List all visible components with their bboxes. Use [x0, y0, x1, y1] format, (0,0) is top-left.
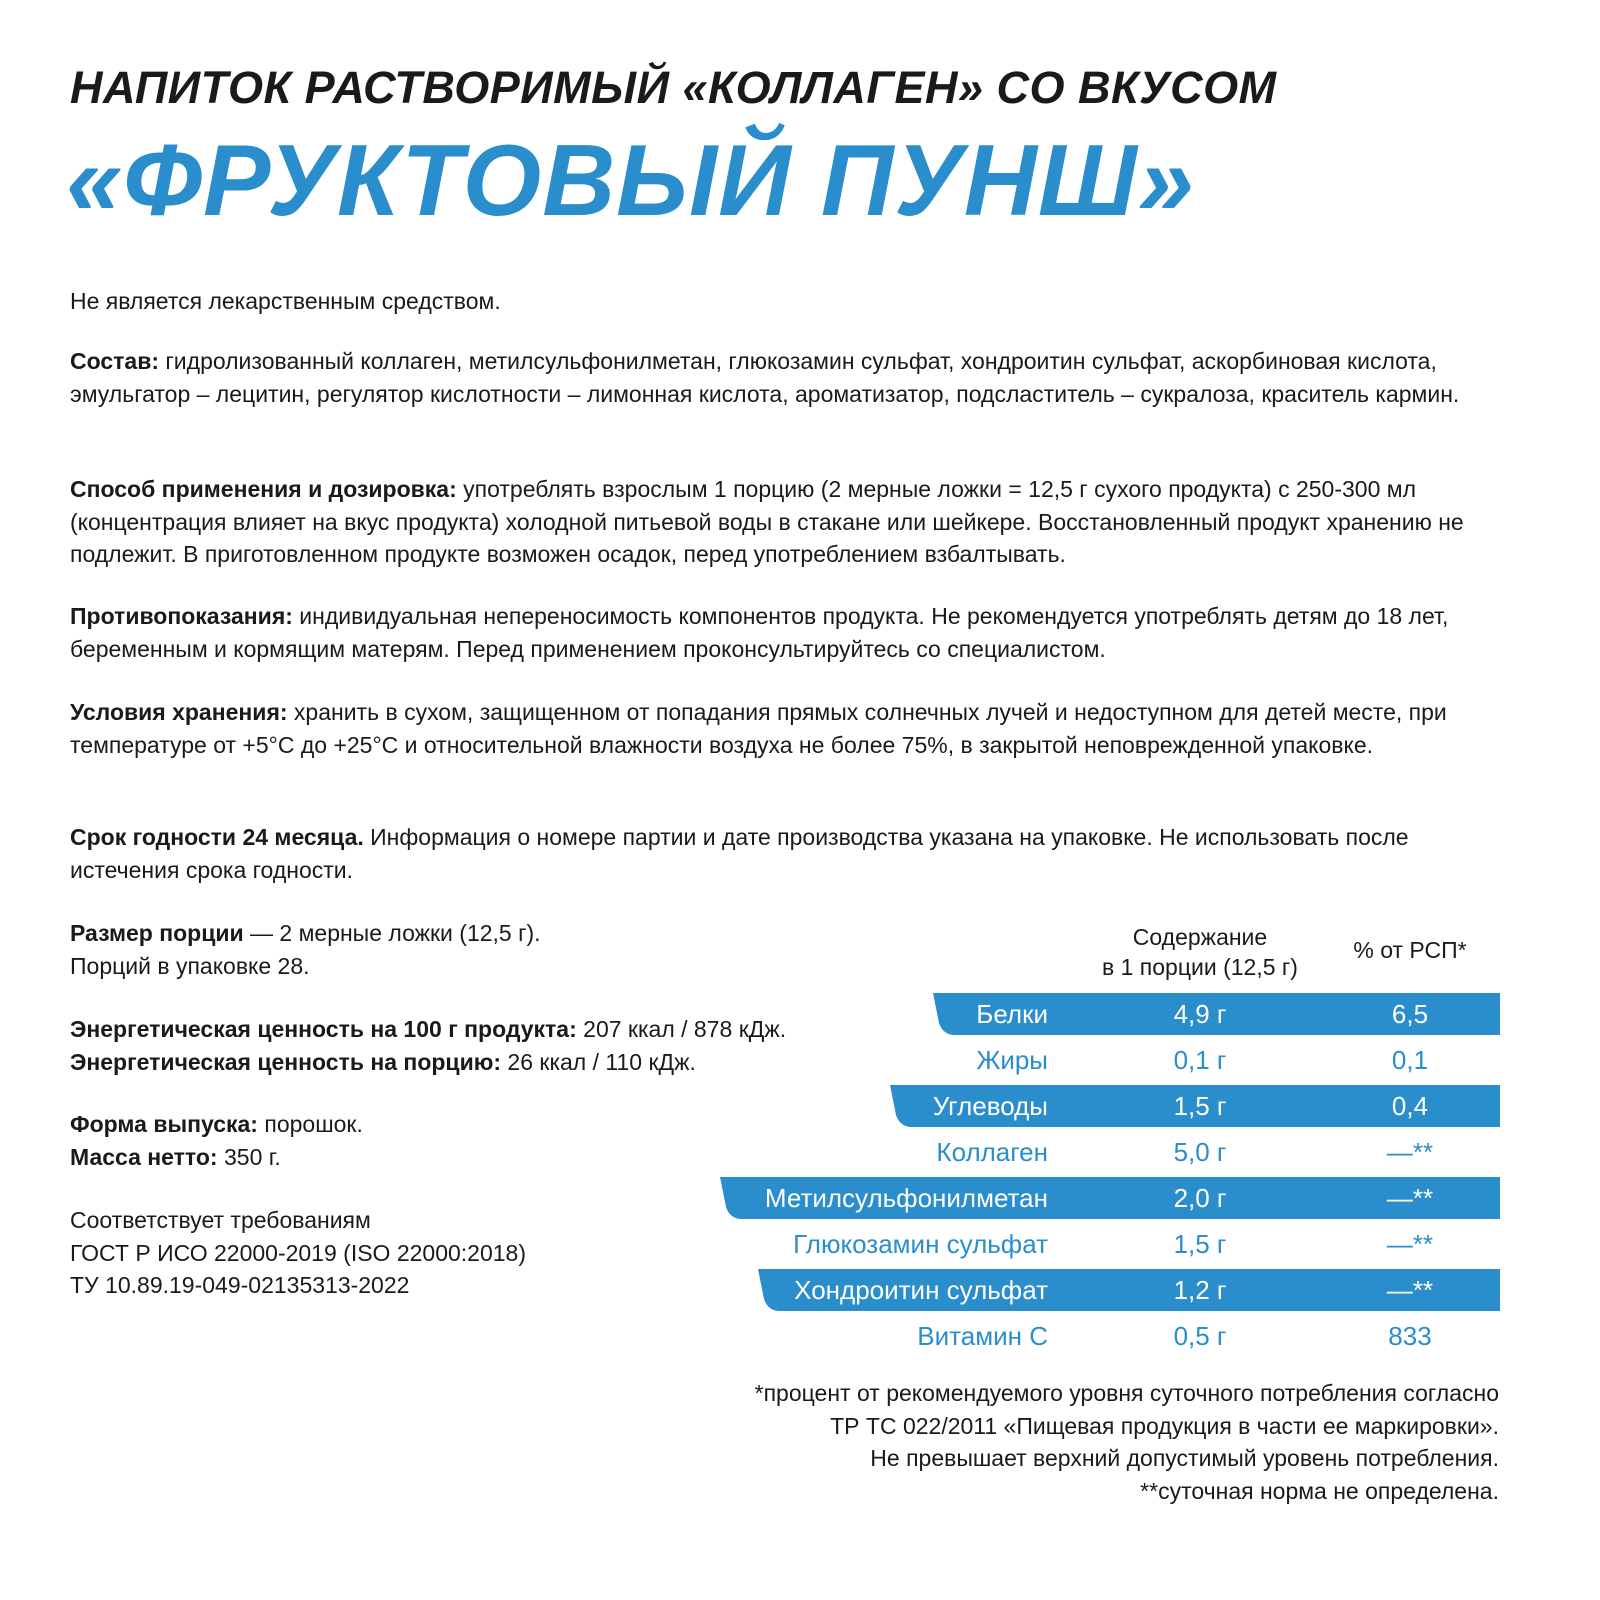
row-name: Метилсульфонилметан — [764, 1183, 1048, 1213]
energy-per100-label: Энергетическая ценность на 100 г продукта: — [70, 1016, 577, 1042]
row-name: Хондроитин сульфат — [794, 1275, 1048, 1305]
footnote-block — [599, 1377, 1499, 1507]
row-pct: 833 — [1388, 1321, 1432, 1351]
table-row — [0, 1131, 1500, 1173]
form-label: Форма выпуска: — [70, 1111, 258, 1137]
portion-block — [70, 917, 770, 982]
row-value: 0,1 г — [1173, 1045, 1227, 1075]
table-row — [0, 1223, 1500, 1265]
row-pct: 0,1 — [1391, 1045, 1429, 1075]
shelf-life-paragraph — [70, 821, 1520, 886]
shelf-life-text: Информация о номере партии и дате производства указана на упаковке. Не использовать после истечения срока годности. — [70, 824, 1409, 883]
row-name: Коллаген — [936, 1137, 1048, 1167]
portion-label: Размер порции — [70, 920, 244, 946]
row-pct: —** — [1386, 1137, 1434, 1167]
contraindications-text: индивидуальная непереносимость компонентов продукта. Не рекомендуется употреблять детям до 18 лет, беременным и кормящим матерям. Перед применением проконсультируйтесь со специалистом. — [70, 603, 1449, 662]
title-line-2: «ФРУКТОВЫЙ ПУНШ» — [66, 125, 1195, 237]
standards-line-3: ТУ 10.89.19-049-02135313-2022 — [70, 1272, 410, 1298]
row-name: Белки — [976, 999, 1048, 1029]
row-value: 4,9 г — [1173, 999, 1227, 1029]
standards-line-2: ГОСТ Р ИСО 22000-2019 (ISO 22000:2018) — [70, 1239, 527, 1266]
not-medicine-note: Не является лекарственным средством. — [70, 288, 501, 314]
composition-label: Состав: — [70, 348, 160, 374]
title-line-1: НАПИТОК РАСТВОРИМЫЙ «КОЛЛАГЕН» СО ВКУСОМ — [70, 62, 1277, 113]
table-row — [0, 1177, 1500, 1219]
form-value: порошок. — [257, 1111, 363, 1137]
table-row — [0, 1269, 1500, 1311]
dosage-paragraph — [70, 473, 1520, 571]
storage-text: хранить в сухом, защищенном от попадания прямых солнечных лучей и недоступном для детей месте, при температуре от +5°С до +25°С и относительной влажности воздуха не более 75%, в закрытой неповрежденной упаковке. — [70, 699, 1447, 758]
row-pct: —** — [1386, 1275, 1434, 1305]
row-pct: —** — [1386, 1183, 1434, 1213]
energy-per100-value: 207 ккал / 878 кДж. — [576, 1016, 787, 1042]
portion-count: Порций в упаковке 28. — [70, 952, 310, 979]
table-header-content — [1080, 922, 1320, 982]
footnote-line-1: *процент от рекомендуемого уровня суточного потребления согласно — [754, 1380, 1499, 1406]
footnote-line-2: ТР ТС 022/2011 «Пищевая продукция в части ее маркировки». — [830, 1412, 1499, 1439]
mass-value: 350 г. — [217, 1143, 281, 1170]
row-name: Витамин С — [917, 1321, 1048, 1351]
row-name: Углеводы — [932, 1091, 1048, 1121]
table-header-content-line-1: Содержание — [1132, 924, 1268, 950]
standards-line-1: Соответствует требованиям — [70, 1207, 371, 1233]
row-name: Жиры — [976, 1045, 1048, 1075]
footnote-line-3: Не превышает верхний допустимый уровень потребления. — [870, 1445, 1499, 1471]
row-value: 5,0 г — [1173, 1137, 1227, 1167]
table-header-content-line-2: в 1 порции (12,5 г) — [1102, 954, 1298, 980]
energy-portion-label: Энергетическая ценность на порцию: — [70, 1048, 502, 1075]
table-row — [0, 1085, 1500, 1127]
composition-paragraph — [70, 345, 1520, 410]
contraindications-label: Противопоказания: — [70, 603, 293, 629]
row-pct: —** — [1386, 1229, 1434, 1259]
storage-paragraph — [70, 696, 1530, 761]
mass-label: Масса нетто: — [70, 1143, 218, 1170]
composition-text: гидролизованный коллаген, метилсульфонилметан, глюкозамин сульфат, хондроитин сульфат, аскорбиновая кислота, эмульгатор – лецитин, регулятор кислотности – лимонная кислота, ароматизатор, подсластитель – сукралоза, краситель кармин. — [70, 348, 1460, 407]
storage-label: Условия хранения: — [70, 699, 288, 725]
contraindications-paragraph — [70, 600, 1520, 665]
row-pct: 6,5 — [1391, 999, 1429, 1029]
row-value: 1,2 г — [1173, 1275, 1227, 1305]
row-pct: 0,4 — [1391, 1091, 1429, 1121]
shelf-life-label: Срок годности 24 месяца. — [70, 824, 364, 850]
portion-text: — 2 мерные ложки (12,5 г). — [243, 920, 541, 946]
energy-portion-value: 26 ккал / 110 кДж. — [501, 1048, 696, 1075]
dosage-label: Способ применения и дозировка: — [70, 476, 457, 502]
row-name: Глюкозамин сульфат — [793, 1229, 1048, 1259]
row-value: 1,5 г — [1173, 1091, 1227, 1121]
table-row — [0, 1039, 1500, 1081]
row-value: 1,5 г — [1173, 1229, 1227, 1259]
row-value: 0,5 г — [1173, 1321, 1227, 1351]
row-value: 2,0 г — [1173, 1183, 1227, 1213]
footnote-line-4: **суточная норма не определена. — [1140, 1477, 1499, 1504]
table-row — [0, 993, 1500, 1035]
table-row — [0, 1315, 1500, 1357]
dosage-text: употреблять взрослым 1 порцию (2 мерные ложки = 12,5 г сухого продукта) с 250-300 мл (концентрация влияет на вкус продукта) холодной питьевой воды в стакане или шейкере. Восстановленный продукт хранению не подлежит. В приготовленном продукте возможен осадок, перед употреблением взбалтывать. — [70, 476, 1464, 567]
table-header-rsp: % от РСП* — [1353, 937, 1467, 963]
